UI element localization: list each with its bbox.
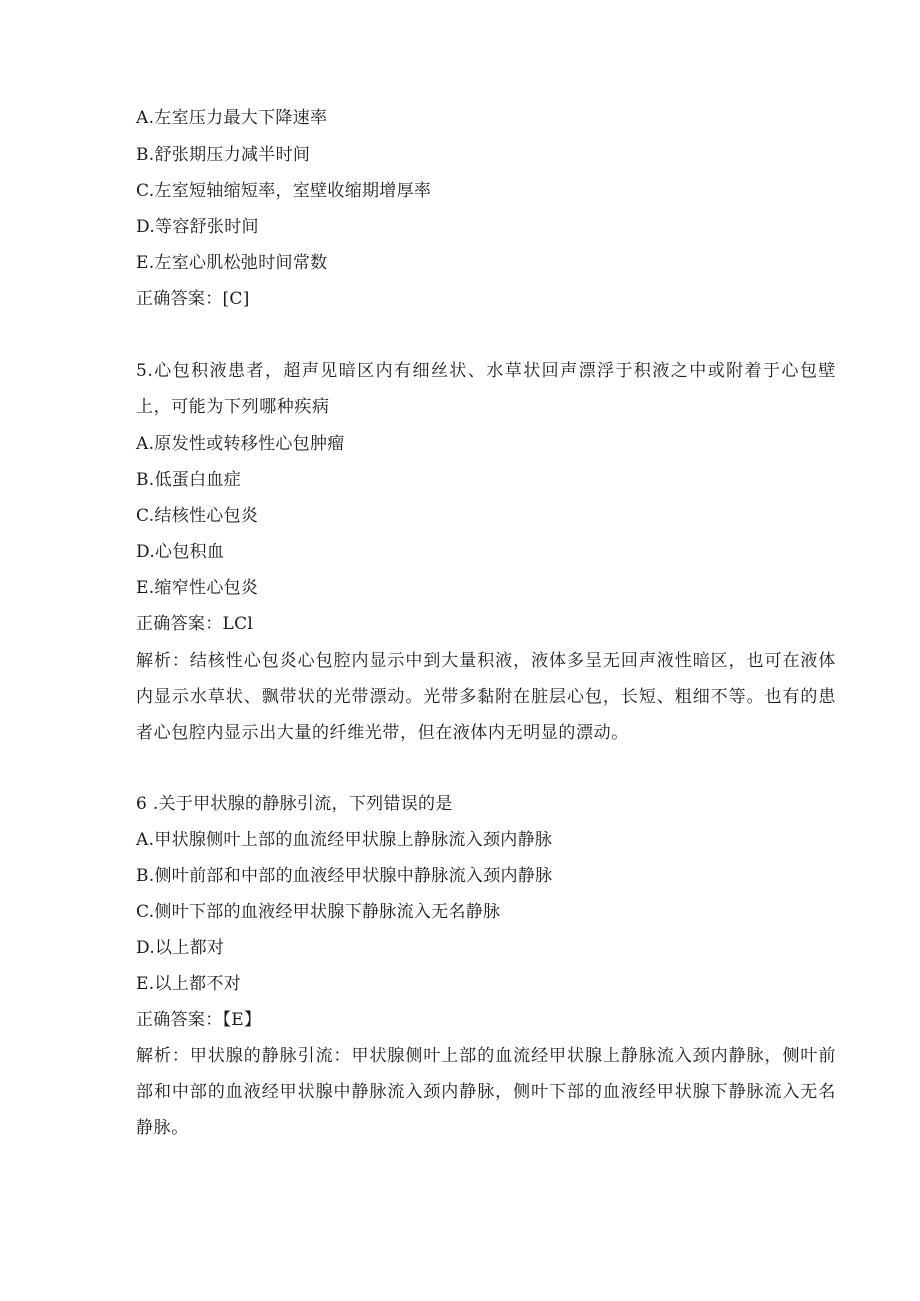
- q6-option-c: C.侧叶下部的血液经甲状腺下静脉流入无名静脉: [136, 902, 501, 922]
- q4-answer: 正确答案：[C]: [136, 289, 250, 309]
- q4-option-e: E.左室心肌松弛时间常数: [136, 253, 328, 273]
- q6-option-a: A.甲状腺侧叶上部的血流经甲状腺上静脉流入颈内静脉: [136, 830, 553, 850]
- q5-option-c: C.结核性心包炎: [136, 506, 259, 526]
- q6-option-e: E.以上都不对: [136, 974, 241, 994]
- q5-option-a: A.原发性或转移性心包肿瘤: [136, 434, 345, 454]
- q5-answer: 正确答案：LCl: [136, 614, 254, 634]
- q5-option-b: B.低蛋白血症: [136, 470, 241, 490]
- q6-option-b: B.侧叶前部和中部的血液经甲状腺中静脉流入颈内静脉: [136, 866, 553, 886]
- q6-stem: 6 .关于甲状腺的静脉引流，下列错误的是: [136, 794, 453, 814]
- q4-option-a: A.左室压力最大下降速率: [136, 108, 328, 128]
- q5-option-e: E.缩窄性心包炎: [136, 578, 259, 598]
- q6-answer: 正确答案：【E】: [136, 1010, 262, 1030]
- q5-option-d: D.心包积血: [136, 542, 225, 562]
- q4-option-c: C.左室短轴缩短率，室壁收缩期增厚率: [136, 181, 432, 201]
- q6-option-d: D.以上都对: [136, 938, 225, 958]
- q6-analysis: 解析：甲状腺的静脉引流：甲状腺侧叶上部的血流经甲状腺上静脉流入颈内静脉，侧叶前部和中部的血液经甲状腺中静脉流入颈内静脉，侧叶下部的血液经甲状腺下静脉流入无名静脉。: [136, 1046, 836, 1138]
- q4-option-b: B.舒张期压力减半时间: [136, 145, 311, 165]
- q4-option-d: D.等容舒张时间: [136, 217, 259, 237]
- q5-analysis: 解析：结核性心包炎心包腔内显示中到大量积液，液体多呈无回声液性暗区，也可在液体内显示水草状、飘带状的光带漂动。光带多黏附在脏层心包，长短、粗细不等。也有的患者心包腔内显示出大量的纤维光带，但在液体内无明显的漂动。: [136, 651, 836, 743]
- q5-stem: 5.心包积液患者，超声见暗区内有细丝状、水草状回声漂浮于积液之中或附着于心包壁上，可能为下列哪种疾病: [136, 361, 836, 417]
